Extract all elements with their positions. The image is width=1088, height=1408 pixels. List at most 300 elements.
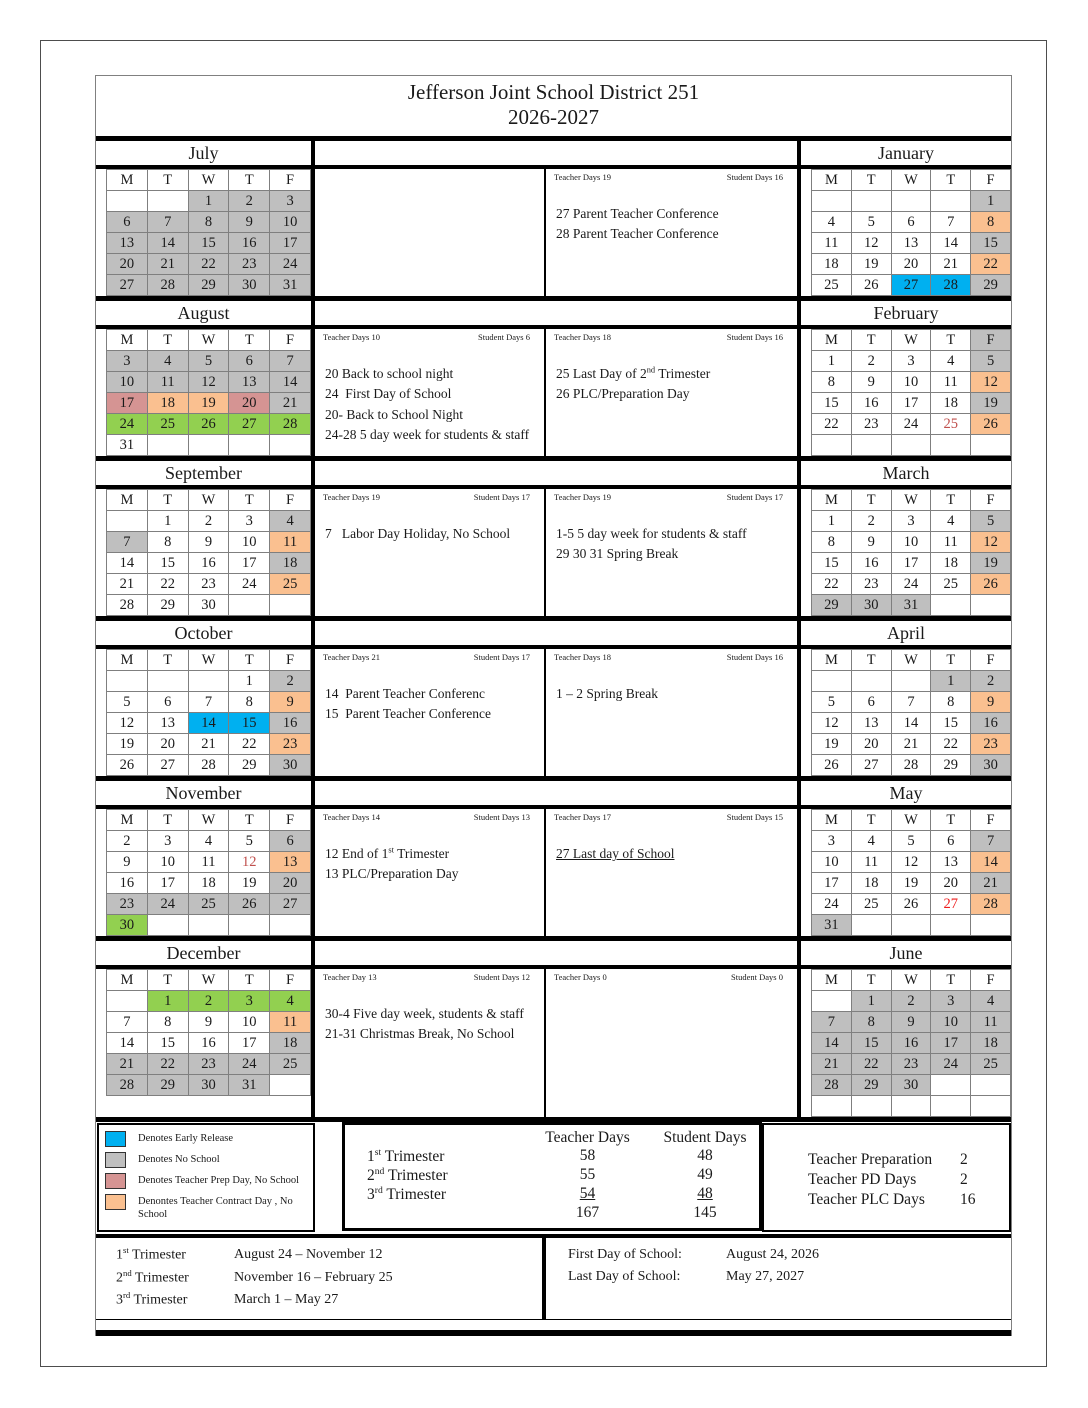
day-cell: 12 [971, 532, 1011, 553]
day-cell: 15 [229, 713, 270, 734]
staff-day-label: Teacher Preparation [808, 1151, 933, 1168]
month-content-strip [96, 489, 1011, 616]
summary-teacher-value: 55 [579, 1166, 596, 1184]
notes-head [546, 649, 797, 662]
day-cell: 18 [812, 254, 852, 275]
teacher-days-label: Teacher Days 19 [554, 492, 611, 502]
notes-cell [546, 489, 797, 616]
week-row [107, 233, 311, 254]
day-cell: 7 [971, 831, 1011, 852]
day-cell: 15 [188, 233, 229, 254]
month-name-left: August [96, 301, 315, 325]
day-cell: 19 [971, 553, 1011, 574]
day-cell: 12 [188, 372, 229, 393]
week-row [107, 713, 311, 734]
day-header-row [107, 490, 311, 511]
note-line: 30-4 Five day week, students & staff [325, 1006, 524, 1021]
notes-head [315, 489, 544, 502]
day-cell: 12 [107, 713, 148, 734]
staff-day-row [808, 1151, 1009, 1169]
day-cell: 29 [229, 755, 270, 776]
week-row [812, 511, 1011, 532]
day-cell: 10 [147, 852, 188, 873]
notes-head [546, 809, 797, 822]
day-cell: 21 [971, 873, 1011, 894]
day-cell [931, 1075, 971, 1096]
notes-body [315, 364, 544, 451]
day-count-summary [342, 1122, 762, 1231]
notes-head [315, 329, 544, 342]
day-cell: 30 [891, 1075, 931, 1096]
week-row [812, 1033, 1011, 1054]
month-content-strip [96, 969, 1011, 1117]
day-cell: 8 [229, 692, 270, 713]
day-cell: 4 [971, 991, 1011, 1012]
day-cell: 31 [812, 915, 852, 936]
day-cell: 4 [270, 991, 311, 1012]
notes-head [315, 969, 544, 982]
notes-head [546, 489, 797, 502]
day-cell: 10 [229, 1012, 270, 1033]
day-cell: 18 [971, 1033, 1011, 1054]
day-header-cell: T [851, 490, 891, 511]
day-cell: 11 [270, 1012, 311, 1033]
day-cell: 26 [107, 755, 148, 776]
day-cell: 28 [812, 1075, 852, 1096]
day-cell: 22 [851, 1054, 891, 1075]
staff-day-value: 16 [960, 1191, 976, 1208]
note-line: 27 Last day of School [556, 846, 675, 861]
day-cell [812, 991, 852, 1012]
day-cell [147, 915, 188, 936]
day-cell: 16 [851, 393, 891, 414]
month-august [96, 329, 315, 456]
bottom-strip [96, 1320, 1011, 1336]
day-header-row [107, 810, 311, 831]
day-cell [107, 191, 148, 212]
dates-row [96, 1238, 1011, 1320]
day-cell [270, 1075, 311, 1096]
week-row [107, 1033, 311, 1054]
day-cell: 17 [147, 873, 188, 894]
day-cell [891, 915, 931, 936]
day-cell: 14 [107, 1033, 148, 1054]
day-cell: 1 [188, 191, 229, 212]
day-cell: 28 [147, 275, 188, 296]
day-header-cell: F [270, 330, 311, 351]
month-table [106, 969, 311, 1096]
day-cell: 12 [229, 852, 270, 873]
day-cell: 14 [147, 233, 188, 254]
day-cell: 16 [270, 713, 311, 734]
day-cell: 17 [812, 873, 852, 894]
day-cell: 30 [971, 755, 1011, 776]
day-cell [147, 435, 188, 456]
day-cell [891, 191, 931, 212]
day-cell [891, 1096, 931, 1117]
week-row [812, 734, 1011, 755]
week-row [812, 873, 1011, 894]
day-cell: 11 [931, 532, 971, 553]
month-name-right: February [797, 301, 1011, 325]
day-cell: 23 [229, 254, 270, 275]
month-pair-row [96, 141, 1011, 301]
day-cell: 19 [812, 734, 852, 755]
legend-item [105, 1173, 309, 1189]
trimester-label: 2nd Trimester [116, 1267, 189, 1286]
week-row [812, 1012, 1011, 1033]
note-line: 1-5 5 day week for students & staff [556, 526, 747, 541]
student-days-label: Student Days 16 [726, 172, 783, 182]
band-middle [315, 141, 797, 165]
month-table [106, 649, 311, 776]
day-cell: 7 [812, 1012, 852, 1033]
day-cell: 6 [107, 212, 148, 233]
note-line: 20- Back to School Night [325, 406, 463, 422]
day-cell: 24 [812, 894, 852, 915]
day-header-cell: W [891, 490, 931, 511]
month-july [96, 169, 315, 296]
day-cell: 5 [851, 212, 891, 233]
notes-cell [315, 169, 546, 296]
legend-box [97, 1123, 315, 1232]
day-cell: 10 [812, 852, 852, 873]
day-cell: 6 [270, 831, 311, 852]
week-row [107, 414, 311, 435]
day-cell: 28 [891, 755, 931, 776]
school-date-label: Last Day of School: [568, 1268, 681, 1284]
day-cell: 29 [147, 1075, 188, 1096]
day-cell: 29 [147, 595, 188, 616]
day-header-cell: F [971, 170, 1011, 191]
day-cell: 17 [229, 1033, 270, 1054]
week-row [812, 435, 1011, 456]
teacher-days-label: Teacher Day 13 [323, 972, 377, 982]
summary-student-value: 48 [697, 1185, 713, 1203]
day-cell: 27 [891, 275, 931, 296]
day-cell: 2 [188, 991, 229, 1012]
day-cell: 4 [812, 212, 852, 233]
notes-head [546, 329, 797, 342]
day-cell: 19 [971, 393, 1011, 414]
day-cell: 11 [971, 1012, 1011, 1033]
trimester-label: 1st Trimester [116, 1245, 186, 1263]
orange-swatch [105, 1194, 126, 1210]
day-cell: 13 [107, 233, 148, 254]
trimester-date-row [116, 1289, 542, 1311]
week-row [812, 254, 1011, 275]
day-header-cell: M [812, 330, 852, 351]
trimester-label: 3rd Trimester [116, 1289, 188, 1308]
day-cell: 11 [931, 372, 971, 393]
notes-head [546, 169, 797, 182]
day-cell: 25 [147, 414, 188, 435]
day-cell: 18 [147, 393, 188, 414]
month-june [797, 969, 1011, 1117]
day-cell: 28 [971, 894, 1011, 915]
student-days-label: Student Days 12 [473, 972, 530, 982]
day-cell: 5 [891, 831, 931, 852]
week-row [812, 755, 1011, 776]
day-header-cell: T [147, 330, 188, 351]
summary-row-label: 1st Trimester [367, 1147, 445, 1166]
week-row [812, 852, 1011, 873]
day-cell [851, 435, 891, 456]
month-name-right: March [797, 461, 1011, 485]
day-header-cell: W [891, 810, 931, 831]
school-date-row [568, 1266, 1011, 1288]
notes-cell [315, 649, 546, 776]
day-cell [971, 595, 1011, 616]
day-cell: 14 [971, 852, 1011, 873]
month-content-strip [96, 169, 1011, 296]
day-cell: 12 [812, 713, 852, 734]
legend-summary-row [96, 1122, 1011, 1238]
day-cell: 26 [188, 414, 229, 435]
month-content-strip [96, 329, 1011, 456]
day-cell: 19 [229, 873, 270, 894]
day-cell: 25 [851, 894, 891, 915]
week-row [107, 254, 311, 275]
note-line: 26 PLC/Preparation Day [556, 386, 690, 402]
day-cell: 31 [107, 435, 148, 456]
day-header-cell: W [188, 330, 229, 351]
day-cell: 4 [270, 511, 311, 532]
day-cell: 31 [270, 275, 311, 296]
day-header-cell: T [851, 650, 891, 671]
month-name-left: September [96, 461, 315, 485]
legend-label: Denotes Early Release [138, 1133, 234, 1144]
teacher-days-label: Teacher Days 18 [554, 652, 611, 662]
month-table [811, 969, 1011, 1117]
day-cell: 5 [107, 692, 148, 713]
week-row [107, 894, 311, 915]
week-row [812, 894, 1011, 915]
day-cell [851, 1096, 891, 1117]
day-cell: 30 [851, 595, 891, 616]
summary-student-value: 48 [697, 1147, 713, 1164]
day-cell [971, 915, 1011, 936]
band-middle [315, 781, 797, 805]
day-cell: 16 [188, 1033, 229, 1054]
day-header-row [812, 490, 1011, 511]
day-cell: 27 [270, 894, 311, 915]
day-cell: 21 [812, 1054, 852, 1075]
day-cell: 22 [147, 1054, 188, 1075]
week-row [107, 212, 311, 233]
staff-day-value: 2 [960, 1171, 968, 1188]
summary-corner [345, 1129, 530, 1147]
week-row [812, 831, 1011, 852]
note-line: 29 30 31 Spring Break [556, 546, 679, 562]
week-row [107, 991, 311, 1012]
day-cell: 22 [229, 734, 270, 755]
month-name-right: January [797, 141, 1011, 165]
day-header-cell: W [891, 330, 931, 351]
week-row [812, 212, 1011, 233]
legend-item [105, 1131, 309, 1147]
day-cell: 24 [891, 574, 931, 595]
summary-teacher-value: 58 [579, 1147, 596, 1164]
summary-total-student: 145 [693, 1204, 717, 1222]
day-cell [107, 671, 148, 692]
day-cell [891, 671, 931, 692]
staff-days-box [762, 1123, 1011, 1232]
day-cell: 25 [188, 894, 229, 915]
day-cell: 24 [107, 414, 148, 435]
day-cell: 1 [229, 671, 270, 692]
day-cell: 22 [812, 574, 852, 595]
day-cell: 24 [229, 1054, 270, 1075]
day-header-cell: T [229, 490, 270, 511]
day-header-cell: M [107, 490, 148, 511]
notes-body [546, 204, 797, 251]
day-header-cell: M [812, 970, 852, 991]
student-days-label: Student Days 16 [726, 652, 783, 662]
day-cell [851, 671, 891, 692]
week-row [812, 915, 1011, 936]
week-row [812, 532, 1011, 553]
staff-day-row [808, 1191, 1009, 1209]
day-header-cell: T [229, 170, 270, 191]
school-dates [546, 1238, 1011, 1319]
day-cell: 30 [270, 755, 311, 776]
day-header-row [812, 170, 1011, 191]
week-row [107, 435, 311, 456]
month-pair-row [96, 941, 1011, 1122]
day-cell: 15 [931, 713, 971, 734]
month-name-right: May [797, 781, 1011, 805]
week-row [812, 991, 1011, 1012]
day-header-cell: T [229, 330, 270, 351]
day-cell: 8 [147, 1012, 188, 1033]
summary-total-label [345, 1204, 530, 1222]
day-cell: 11 [851, 852, 891, 873]
day-header-cell: W [188, 170, 229, 191]
day-cell: 17 [891, 393, 931, 414]
day-header-cell: M [812, 650, 852, 671]
month-content-strip [96, 809, 1011, 936]
day-header-cell: T [931, 810, 971, 831]
month-name-left: November [96, 781, 315, 805]
week-row [812, 191, 1011, 212]
day-cell: 20 [891, 254, 931, 275]
day-cell: 26 [971, 414, 1011, 435]
note-line: 28 Parent Teacher Conference [556, 226, 719, 242]
week-row [812, 393, 1011, 414]
day-cell: 1 [851, 991, 891, 1012]
day-header-cell: T [851, 330, 891, 351]
day-header-cell: T [147, 650, 188, 671]
note-line: 21-31 Christmas Break, No School [325, 1026, 515, 1042]
student-days-label: Student Days 13 [473, 812, 530, 822]
day-cell: 18 [188, 873, 229, 894]
day-cell: 10 [270, 212, 311, 233]
month-band-strip [96, 941, 1011, 969]
band-middle [315, 461, 797, 485]
day-cell: 4 [851, 831, 891, 852]
day-cell: 8 [188, 212, 229, 233]
student-days-label: Student Days 15 [726, 812, 783, 822]
day-header-cell: M [107, 650, 148, 671]
day-cell: 18 [851, 873, 891, 894]
day-cell: 3 [107, 351, 148, 372]
day-header-row [107, 970, 311, 991]
day-cell: 28 [188, 755, 229, 776]
day-cell [851, 915, 891, 936]
district-title: Jefferson Joint School District 251 [407, 80, 700, 104]
day-cell: 13 [931, 852, 971, 873]
week-row [812, 574, 1011, 595]
notes-body [315, 684, 544, 731]
day-cell: 30 [188, 1075, 229, 1096]
day-cell: 15 [147, 553, 188, 574]
teacher-days-label: Teacher Days 21 [323, 652, 380, 662]
day-cell: 26 [891, 894, 931, 915]
day-cell: 14 [812, 1033, 852, 1054]
day-cell [147, 671, 188, 692]
day-cell: 28 [270, 414, 311, 435]
student-days-label: Student Days 17 [726, 492, 783, 502]
school-year: 2026-2027 [508, 105, 599, 129]
day-header-cell: F [971, 970, 1011, 991]
day-cell: 3 [270, 191, 311, 212]
day-cell: 12 [891, 852, 931, 873]
day-cell: 19 [107, 734, 148, 755]
legend-item [105, 1152, 309, 1168]
day-cell: 26 [229, 894, 270, 915]
month-table [811, 809, 1011, 936]
day-cell: 6 [931, 831, 971, 852]
day-header-cell: T [931, 330, 971, 351]
day-cell: 16 [851, 553, 891, 574]
day-cell: 24 [270, 254, 311, 275]
day-cell: 29 [931, 755, 971, 776]
day-header-cell: M [107, 970, 148, 991]
month-october [96, 649, 315, 776]
day-cell: 3 [931, 991, 971, 1012]
day-header-cell: T [147, 970, 188, 991]
day-cell: 20 [270, 873, 311, 894]
day-cell: 9 [270, 692, 311, 713]
day-cell: 2 [971, 671, 1011, 692]
day-cell: 4 [931, 511, 971, 532]
day-cell: 17 [931, 1033, 971, 1054]
day-cell: 23 [851, 414, 891, 435]
week-row [812, 692, 1011, 713]
day-cell: 24 [229, 574, 270, 595]
day-header-cell: T [851, 810, 891, 831]
trimester-range: August 24 – November 12 [234, 1247, 383, 1263]
month-february [797, 329, 1011, 456]
day-cell [107, 511, 148, 532]
day-cell: 27 [931, 894, 971, 915]
day-cell: 20 [229, 393, 270, 414]
month-april [797, 649, 1011, 776]
month-may [797, 809, 1011, 936]
day-cell: 26 [851, 275, 891, 296]
day-cell: 27 [107, 275, 148, 296]
summary-header-student: Student Days [663, 1129, 747, 1146]
day-cell: 28 [931, 275, 971, 296]
week-row [812, 1075, 1011, 1096]
week-row [107, 1012, 311, 1033]
day-cell [931, 1096, 971, 1117]
day-cell: 2 [188, 511, 229, 532]
day-cell: 24 [931, 1054, 971, 1075]
day-cell: 12 [971, 372, 1011, 393]
day-cell: 27 [851, 755, 891, 776]
